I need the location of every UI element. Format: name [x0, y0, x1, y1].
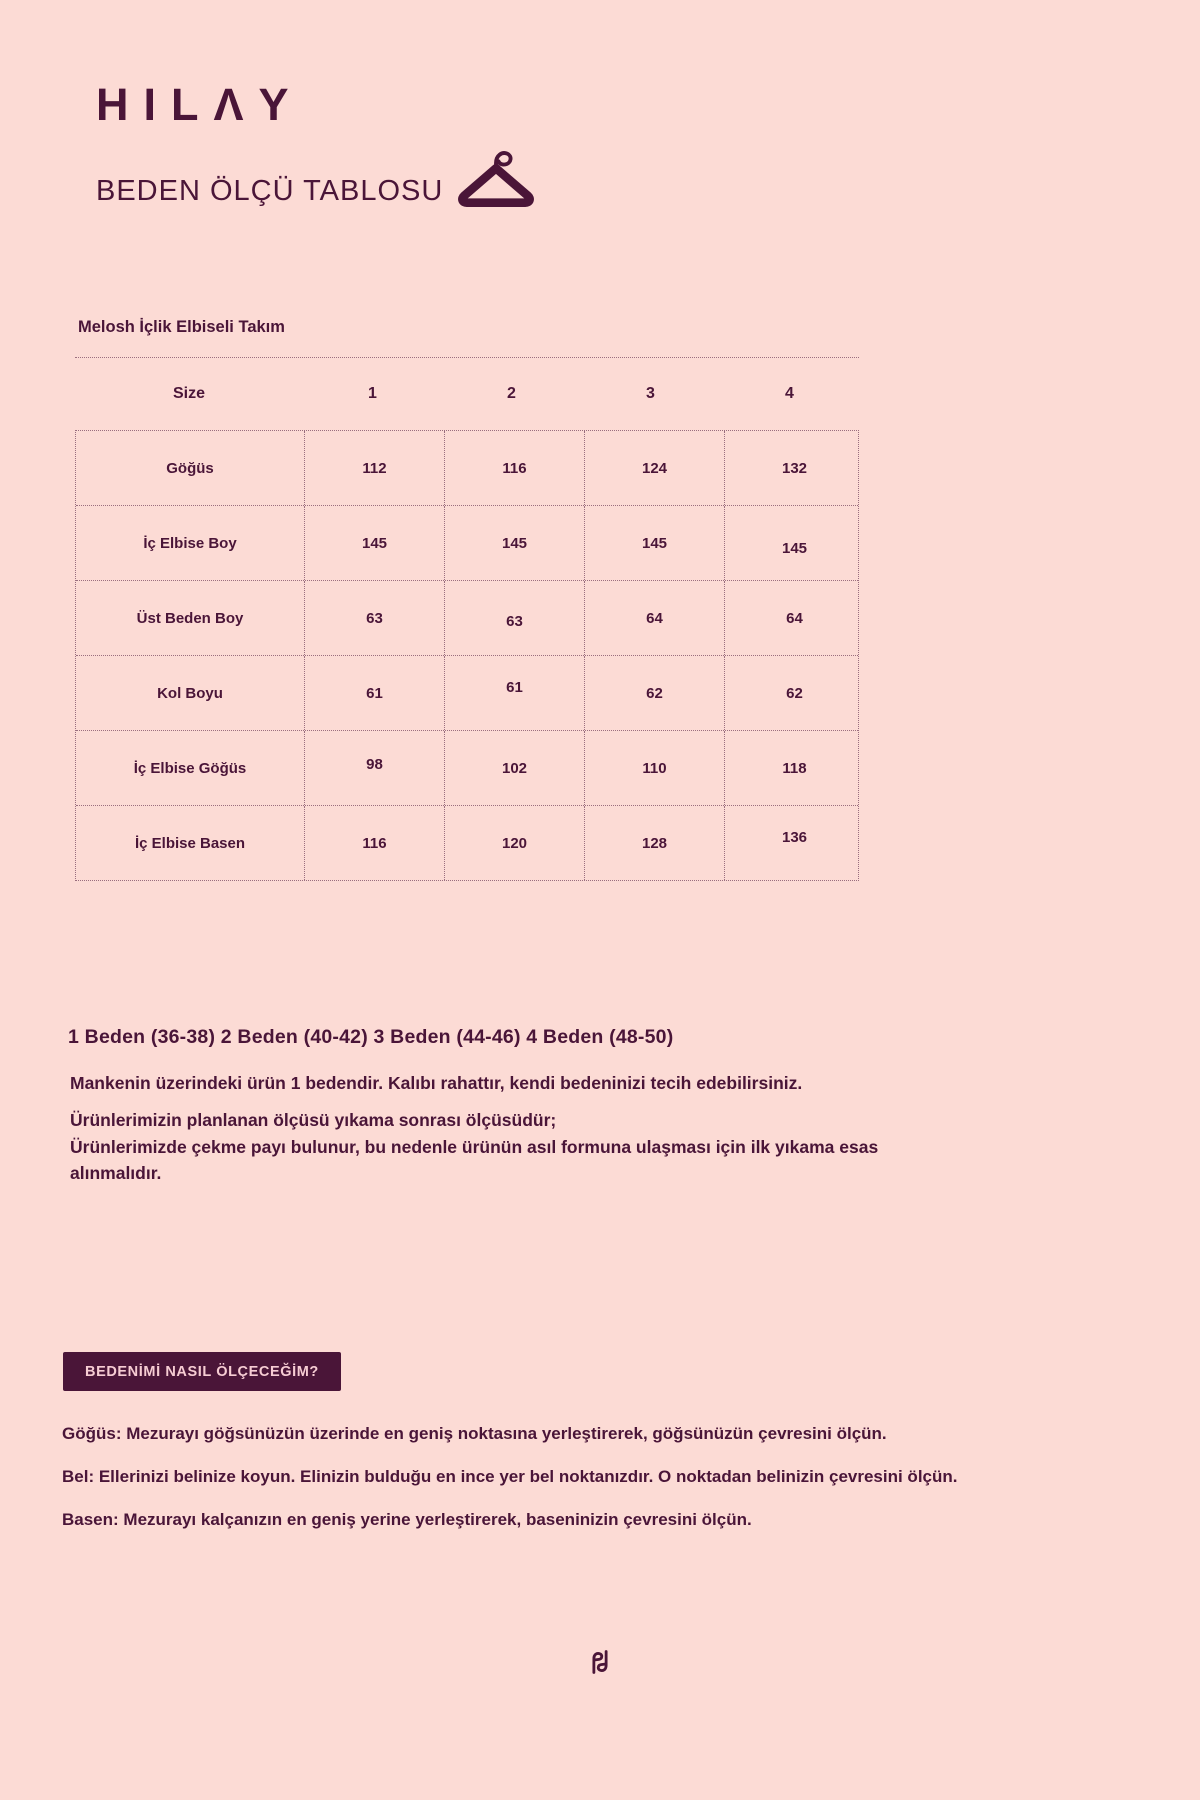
product-title: Melosh İçlik Elbiseli Takım — [78, 318, 285, 336]
size-value: 63 — [444, 581, 584, 655]
size-value: 61 — [444, 656, 584, 730]
hilay-monogram-icon — [586, 1648, 614, 1681]
header-size-2: 2 — [507, 385, 516, 402]
table-row — [76, 805, 858, 880]
size-value: 62 — [724, 656, 864, 730]
size-value: 98 — [304, 731, 444, 805]
note-model-size: Mankenin üzerindeki ürün 1 bedendir. Kalıbı rahattır, kendi bedeninizi tecih edebilirsiniz. — [70, 1073, 803, 1093]
header-size-3: 3 — [646, 385, 655, 402]
size-value: 128 — [584, 806, 724, 880]
row-label: İç Elbise Basen — [134, 834, 246, 852]
size-value: 145 — [724, 506, 864, 580]
measure-instructions — [62, 1424, 958, 1553]
size-legend: 1 Beden (36-38) 2 Beden (40-42) 3 Beden (44-46) 4 Beden (48-50) — [68, 1026, 674, 1048]
row-label: İç Elbise Göğüs — [133, 759, 247, 777]
size-value: 61 — [304, 656, 444, 730]
size-value: 116 — [304, 806, 444, 880]
size-value: 64 — [724, 581, 864, 655]
note-shrinkage: Ürünlerimizde çekme payı bulunur, bu nedenle ürünün asıl formuna ulaşması için ilk yıkama esas alınmalıdır. — [70, 1136, 879, 1183]
row-label: İç Elbise Boy — [143, 534, 237, 552]
header-size: Size — [172, 385, 205, 402]
instruction-basen: Basen: Mezurayı kalçanızın en geniş yerine yerleştirerek, baseninizin çevresini ölçün. — [62, 1510, 752, 1529]
size-value: 62 — [584, 656, 724, 730]
header-size-1: 1 — [368, 385, 377, 402]
brand-header — [96, 79, 539, 214]
how-to-measure-button[interactable]: BEDENİMİ NASIL ÖLÇECEĞİM? — [63, 1352, 341, 1391]
size-value: 145 — [444, 506, 584, 580]
size-table-section — [75, 318, 859, 881]
size-value: 118 — [724, 731, 864, 805]
instruction-gogus: Göğüs: Mezurayı göğsünüzün üzerinde en geniş noktasına yerleştirerek, göğsünüzün çevresini ölçün. — [62, 1424, 887, 1443]
size-value: 145 — [584, 506, 724, 580]
row-label: Göğüs — [166, 459, 214, 477]
table-row — [76, 655, 858, 730]
size-value: 64 — [584, 581, 724, 655]
size-value: 116 — [444, 431, 584, 505]
size-value: 124 — [584, 431, 724, 505]
fit-notes — [70, 1070, 902, 1186]
table-row — [76, 730, 858, 805]
size-value: 102 — [444, 731, 584, 805]
size-value: 145 — [304, 506, 444, 580]
size-value: 63 — [304, 581, 444, 655]
size-value: 112 — [304, 431, 444, 505]
hanger-icon — [453, 143, 539, 214]
size-table — [75, 430, 859, 881]
size-value: 136 — [724, 806, 864, 880]
note-wash-measure: Ürünlerimizin planlanan ölçüsü yıkama sonrası ölçüsüdür; — [70, 1110, 557, 1131]
table-row — [76, 580, 858, 655]
row-label: Kol Boyu — [157, 684, 223, 702]
instruction-bel: Bel: Ellerinizi belinize koyun. Elinizin bulduğu en ince yer bel noktanızdır. O noktadan belinizin çevresini ölçün. — [62, 1467, 958, 1486]
page-title: BEDEN ÖLÇÜ TABLOSU — [96, 175, 444, 207]
size-value: 120 — [444, 806, 584, 880]
header-size-4: 4 — [785, 385, 794, 402]
size-value: 132 — [724, 431, 864, 505]
size-table-header — [75, 358, 859, 430]
table-row — [76, 431, 858, 505]
size-value: 110 — [584, 731, 724, 805]
row-label: Üst Beden Boy — [136, 609, 244, 627]
table-row — [76, 505, 858, 580]
brand-logo-text: HILΛY — [96, 79, 304, 130]
